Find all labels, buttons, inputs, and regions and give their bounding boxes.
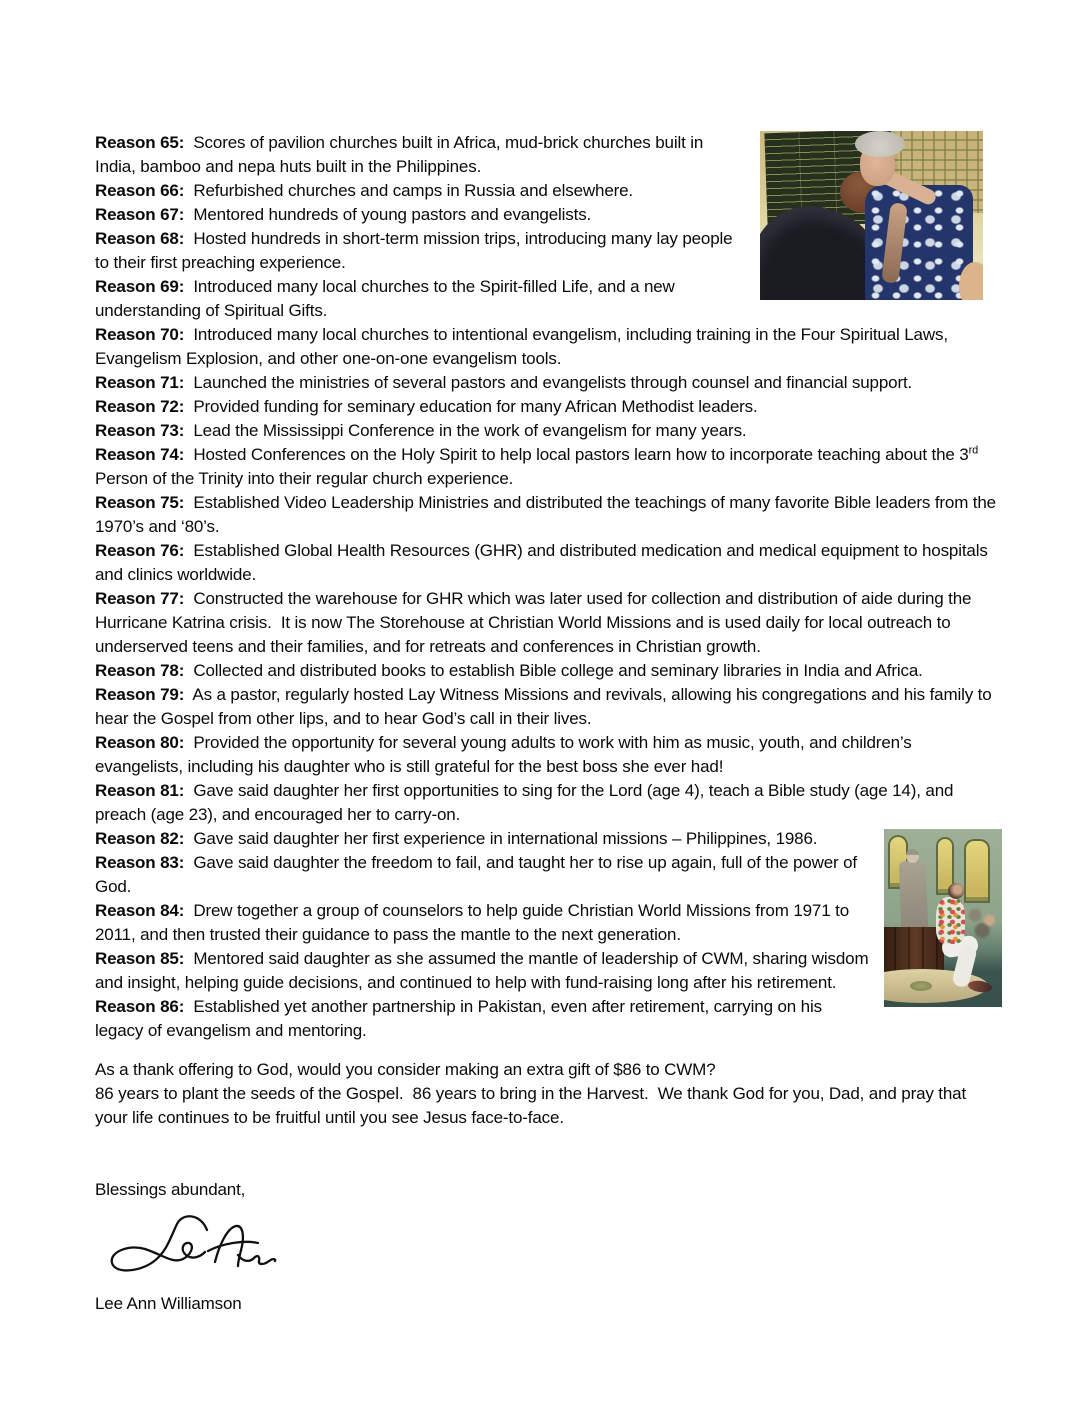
harvest-line: 86 years to plant the seeds of the Gospel. 86 years to bring in the Harvest. We thank God for you, Dad, and pray that your life continues to be fruitful until you see Jesus face-to-face. [95,1084,971,1127]
reason-item-77 [95,587,1002,659]
reason-text: Launched the ministries of several pastors and evangelists through counsel and financial support. [184,373,913,392]
reason-text: Mentored hundreds of young pastors and evangelists. [184,205,592,224]
reason-text: Established Video Leadership Ministries and distributed the teachings of many favorite Bible leaders from the 1970’s and ‘80’s. [95,493,1001,536]
reason-item-71 [95,371,1002,395]
photo2-church-window [964,839,990,903]
reason-text: Collected and distributed books to establish Bible college and seminary libraries in India and Africa. [184,661,923,680]
reason-label: Reason 78: [95,661,185,680]
reason-text: Introduced many local churches to intentional evangelism, including training in the Four Spiritual Laws, Evangelism Explosion, and other one-on-one evangelism tools. [95,325,953,368]
reason-label: Reason 72: [95,397,185,416]
reason-text: Gave said daughter her first experience in international missions – Philippines, 1986. [184,829,818,848]
photo2-cushion-medallion [910,981,932,991]
reason-label: Reason 84: [95,901,185,920]
photo-kneeling-at-altar [884,829,1002,1007]
reason-label: Reason 76: [95,541,185,560]
reason-label: Reason 80: [95,733,185,752]
closing-block [95,1058,1002,1316]
reason-label: Reason 81: [95,781,185,800]
signature-block [103,1208,1002,1290]
reason-item-80 [95,731,1002,779]
reason-text: Constructed the warehouse for GHR which was later used for collection and distribution of aide during the Hurricane Katrina crisis. It is now The Storehouse at Christian World Missions and is used daily for local outreach to underserved teens and their families, and for retreats and conferences in Christian growth. [95,589,976,656]
reason-text: Mentored said daughter as she assumed the mantle of leadership of CWM, sharing wisdom and insight, helping guide decisions, and continued to help with fund-raising long after his retirement. [95,949,874,992]
reason-text: Refurbished churches and camps in Russia and elsewhere. [184,181,634,200]
reason-item-76 [95,539,1002,587]
reason-item-79 [95,683,1002,731]
reason-item-85 [95,947,1002,995]
reason-label: Reason 75: [95,493,185,512]
reason-text: Provided funding for seminary education for many African Methodist leaders. [184,397,758,416]
photo2-congregation [966,905,1002,939]
valediction: Blessings abundant, [95,1180,246,1199]
reason-label: Reason 79: [95,685,185,704]
reason-text: Provided the opportunity for several young adults to work with him as music, youth, and children’s evangelists, including his daughter who is still grateful for the best boss she ever had! [95,733,917,776]
reason-label: Reason 82: [95,829,185,848]
reason-label: Reason 65: [95,133,185,152]
reason-text: Established Global Health Resources (GHR) and distributed medication and medical equipment to hospitals and clinics worldwide. [95,541,993,584]
reason-item-86 [95,995,1002,1043]
reason-text: Introduced many local churches to the Spirit-filled Life, and a new understanding of Spiritual Gifts. [95,277,680,320]
reason-item-73 [95,419,1002,443]
reason-text: Established yet another partnership in Pakistan, even after retirement, carrying on his legacy of evangelism and mentoring. [95,997,827,1040]
reason-text: As a pastor, regularly hosted Lay Witness Missions and revivals, allowing his congregations and his family to hear the Gospel from other lips, and to hear God’s call in their lives. [95,685,997,728]
reason-item-78 [95,659,1002,683]
reason-item-70 [95,323,1002,371]
photo-laying-on-of-hands [760,131,983,300]
photo1-batik-shirt [865,185,973,300]
ordinal-superscript: rd [968,444,979,457]
reason-label: Reason 73: [95,421,185,440]
reason-item-81 [95,779,1002,827]
reason-text: Hosted hundreds in short-term mission trips, introducing many lay people to their first preaching experience. [95,229,738,272]
photo2-man-head [906,849,919,863]
reason-label: Reason 70: [95,325,185,344]
reason-label: Reason 86: [95,997,185,1016]
reason-text: Lead the Mississippi Conference in the work of evangelism for many years. [184,421,747,440]
photo1-man-hair [855,131,905,157]
reason-text: Hosted Conferences on the Holy Spirit to help local pastors learn how to incorporate teaching about the 3 [184,445,969,464]
reason-text: Scores of pavilion churches built in Africa, mud-brick churches built in India, bamboo and nepa huts built in the Philippines. [95,133,708,176]
reason-text: Gave said daughter her first opportunities to sing for the Lord (age 4), teach a Bible study (age 14), and preach (age 23), and encouraged her to carry-on. [95,781,958,824]
reason-text: Person of the Trinity into their regular church experience. [95,445,983,488]
reason-label: Reason 85: [95,949,185,968]
handwritten-signature [103,1208,283,1290]
reason-label: Reason 67: [95,205,185,224]
photo2-woman-floral-top [936,897,965,944]
photo2-woman-head [948,883,964,899]
reason-item-83 [95,851,1002,899]
reason-label: Reason 66: [95,181,185,200]
reason-label: Reason 83: [95,853,185,872]
signed-name: Lee Ann Williamson [95,1294,242,1313]
reason-label: Reason 68: [95,229,185,248]
reasons-list [95,131,1002,1043]
thank-offering-line: As a thank offering to God, would you consider making an extra gift of $86 to CWM? [95,1060,716,1079]
reason-item-75 [95,491,1002,539]
reason-text: Gave said daughter the freedom to fail, and taught her to rise up again, full of the power of God. [95,853,862,896]
reason-item-84 [95,899,1002,947]
reason-item-72 [95,395,1002,419]
reason-text: Drew together a group of counselors to help guide Christian World Missions from 1971 to 2011, and then trusted their guidance to pass the mantle to the next generation. [95,901,854,944]
reason-label: Reason 77: [95,589,185,608]
photo2-man-in-suit [899,861,928,932]
reason-label: Reason 74: [95,445,185,464]
reason-label: Reason 71: [95,373,185,392]
reason-label: Reason 69: [95,277,185,296]
reason-item-74 [95,443,1002,491]
reason-item-82 [95,827,1002,851]
